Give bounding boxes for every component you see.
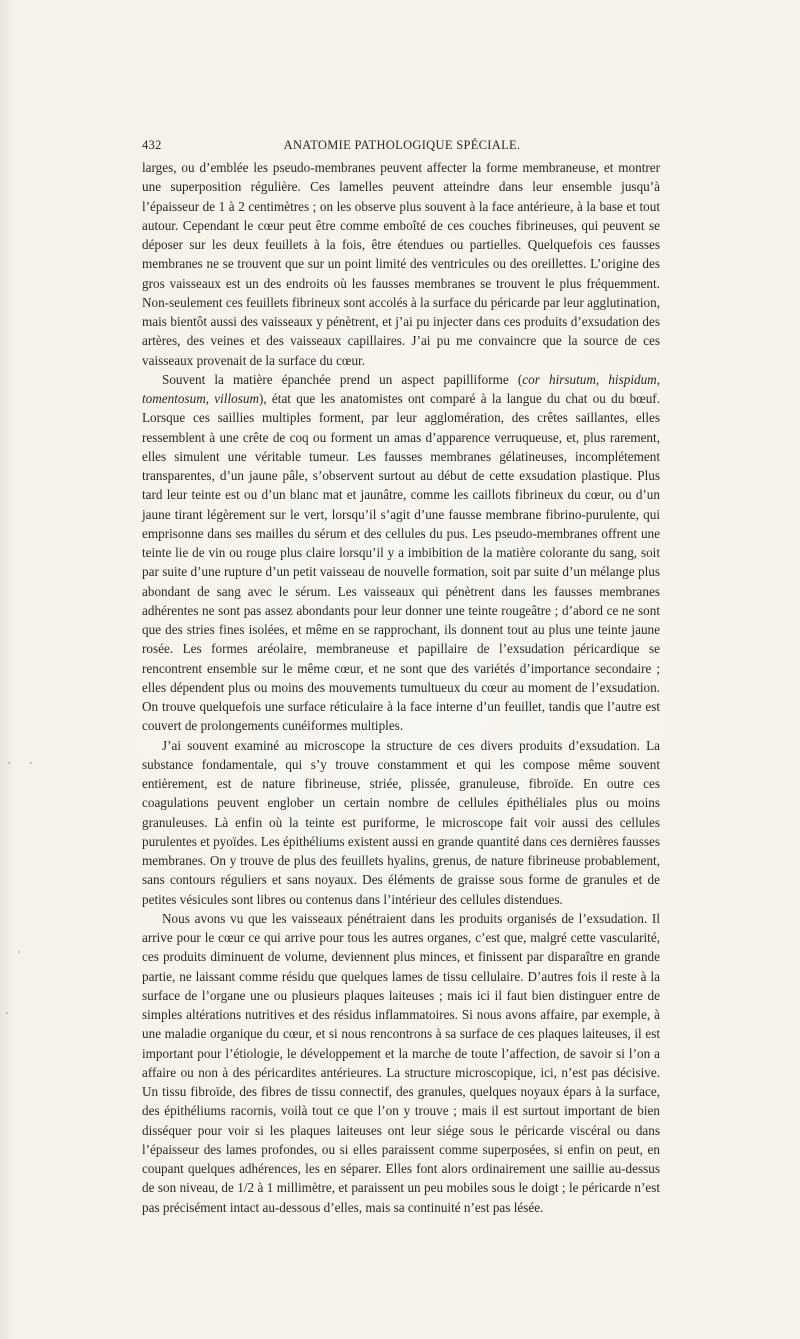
running-title: ANATOMIE PATHOLOGIQUE SPÉCIALE. — [283, 138, 521, 152]
paper-speck — [18, 951, 20, 953]
text-run: J’ai souvent examiné au microscope la structure de ces divers produits d’exsudation. La substance fondamentale, qui s’y trouve constamment et qui les compose même souvent entièrement, est de nature fibrineuse, striée, plissée, granuleuse, fibroïde. En outre ces coagulations peuvent englober un certain nombre de cellules épithéliales plus ou moins granuleuses. Là enfin où la teinte est puriforme, le microscope fait voir aussi des cellules purulentes et pyoïdes. Les épithéliums existent aussi en grande quantité dans ces dernières fausses membranes. On y trouve de plus des feuillets hyalins, grenus, de nature fibrineuse probablement, sans contours réguliers et sans noyaux. Des éléments de graisse sous forme de granules et de petites vésicules sont libres ou contenus dans l’intérieur des cellules distendues. — [142, 737, 660, 907]
page-header — [142, 138, 662, 154]
paragraph — [142, 909, 660, 1217]
paper-speck — [30, 762, 32, 764]
body-text — [142, 158, 660, 1217]
paragraph — [142, 370, 660, 736]
text-run: Souvent la matière épanchée prend un aspect papilliforme ( — [162, 371, 523, 387]
paper-speck — [6, 1012, 8, 1014]
text-run: Nous avons vu que les vaisseaux pénétraient dans les produits organisés de l’exsudation. Il arrive pour le cœur ce qui arrive pour tous les autres organes, c’est que, malgré cette vascularité, ces produits diminuent de volume, deviennent plus minces, et finissent par disparaître en grande partie, ne laissant comme résidu que quelques lames de tissu cellulaire. D’autres fois il reste à la surface de l’organe une ou plusieurs plaques laiteuses ; mais ici il faut bien distinguer entre de simples altérations nutritives et des résidus inflammatoires. Si nous avons affaire, par exemple, à une maladie organique du cœur, et si nous rencontrons à sa surface de ces plaques laiteuses, il est important pour l’étiologie, le développement et la marche de toute l’affection, de savoir si l’on a affaire ou non à des péricardites antérieures. La structure microscopique, ici, n’est pas décisive. Un tissu fibroïde, des fibres de tissu connectif, des granules, quelques noyaux épars à la surface, des épithéliums racornis, voilà tout ce que l’on y trouve ; mais il est surtout important de bien disséquer pour voir si les plaques laiteuses ont leur siége sous le péricarde viscéral ou dans l’épaisseur des lames profondes, ou si elles paraissent comme superposées, si enfin on peut, en coupant quelques adhérences, les en séparer. Elles font alors ordinairement une saillie au-dessus de son niveau, de 1/2 à 1 millimètre, et paraissent un peu mobiles sous le doigt ; le péricarde n’est pas précisément intact au-dessous d’elles, mais sa continuité n’est pas lésée. — [142, 910, 660, 1215]
italic-run: cor hirsutum, hispidum, tomentosum, villosum — [142, 371, 660, 406]
paragraph — [142, 158, 660, 370]
paragraph — [142, 736, 660, 909]
page-number: 432 — [142, 138, 162, 152]
page-spine-shadow — [0, 0, 14, 1339]
text-run: ), état que les anatomistes ont comparé à la langue du chat ou du bœuf. Lorsque ces saillies multiples forment, par leur agglomération, des crêtes saillantes, elles ressemblent à une crête de coq ou forment un amas d’apparence verruqueuse, et, plus rarement, elles simulent une véritable tumeur. Les fausses membranes gélatineuses, incomplétement transparentes, d’un jaune pâle, s’observent surtout au début de cette exsudation plastique. Plus tard leur teinte est ou d’un blanc mat et jaunâtre, comme les caillots fibrineux du cœur, ou d’un jaune tirant légèrement sur le vert, lorsqu’il s’agit d’une fausse membrane fibrino-purulente, qui emprisonne dans ses mailles du sérum et des cellules du pus. Les pseudo-membranes offrent une teinte lie de vin ou rouge plus claire lorsqu’il y a imbibition de la matière colorante du sang, soit par suite d’une rupture d’un petit vaisseau de nouvelle formation, soit par suite d’un mélange plus abondant de sang avec le sérum. Les vaisseaux qui pénètrent dans les fausses membranes adhérentes ne sont pas assez abondants pour leur donner une teinte rougeâtre ; d’abord ce ne sont que des stries fines isolées, et même en se rapprochant, ils donnent tout au plus une teinte jaune rosée. Les formes aréolaire, membraneuse et papillaire de l’exsudation péricardique se rencontrent ensemble sur le même cœur, et ne sont que des variétés d’importance secondaire ; elles dépendent plus ou moins des mouvements tumultueux du cœur au moment de l’exsudation. On trouve quelquefois une surface réticulaire à la face interne d’un feuillet, tandis que l’autre est couvert de prolongements cunéiformes multiples. — [142, 391, 660, 734]
text-run: larges, ou d’emblée les pseudo-membranes peuvent affecter la forme membraneuse, et montrer une superposition régulière. Ces lamelles peuvent atteindre dans leur ensemble jusqu’à l’épaisseur de 1 à 2 centimètres ; on les observe plus souvent à la face antérieure, à la base et tout autour. Cependant le cœur peut être comme emboîté de ces couches fibrineuses, qui peuvent se déposer sur les deux feuillets à la fois, être étendues ou partielles. Quelquefois ces fausses membranes ne se trouvent que sur un point limité des ventricules ou des oreillettes. L’origine des gros vaisseaux est un des endroits où les fausses membranes se trouvent le plus fréquemment. Non-seulement ces feuillets fibrineux sont accolés à la surface du péricarde par leur agglutination, mais bientôt aussi des vaisseaux y pénètrent, et j’ai pu injecter dans ces produits d’exsudation des artères, des veines et des vaisseaux capillaires. J’ai pu me convaincre que la source de ces vaisseaux provenait de la surface du cœur. — [142, 160, 660, 368]
paper-speck — [8, 762, 10, 764]
